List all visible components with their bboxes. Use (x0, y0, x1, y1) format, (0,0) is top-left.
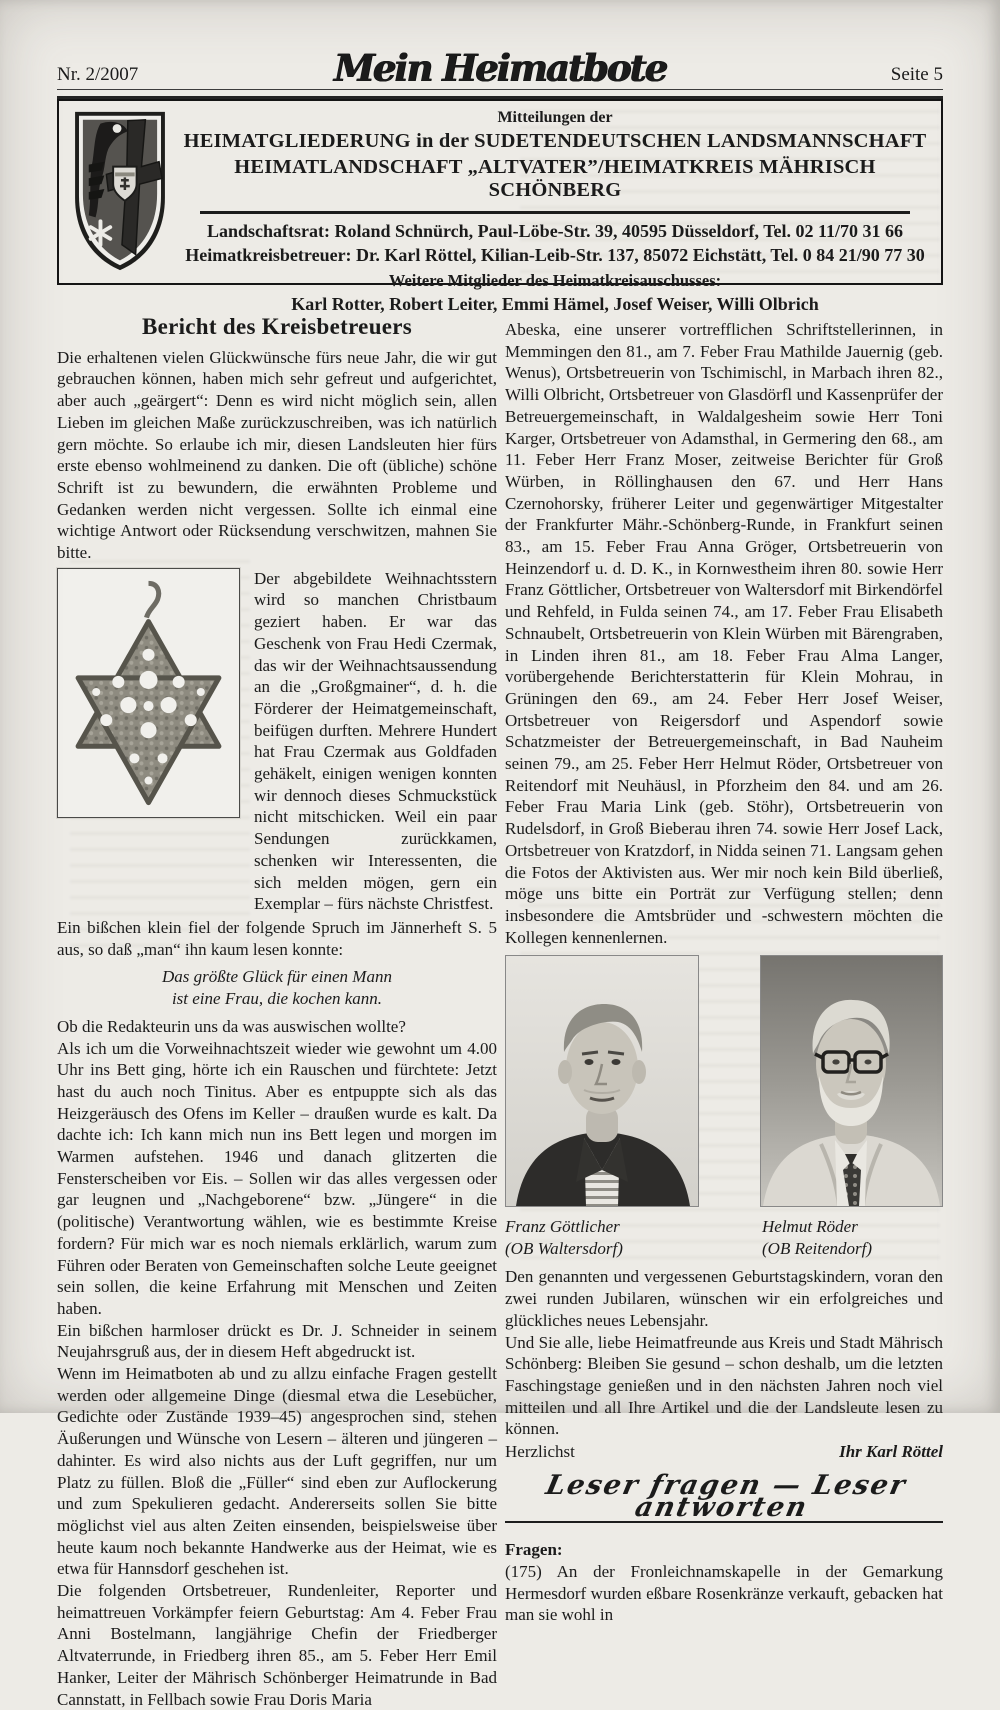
contact-landschaftsrat: Landschaftsrat: Roland Schnürch, Paul-Löbe-Str. 39, 40595 Düsseldorf, Tel. 02 11/70 31 66 (206, 220, 904, 241)
photo-helmut-roeder (760, 955, 943, 1207)
paragraph: Die erhaltenen vielen Glückwünsche fürs neue Jahr, die wir gut gebrauchen können, haben mich sehr gefreut und aufgerichtet, aber auch „geärgert“: Denn es wird nicht möglich sein, allen Lieben im gleichen Maße zurückzuschreiben, was ich natürlich gern möchte. So erlaube ich mir, diesen Landsleuten hier fürs erste ebenso wohlmeinend zu danken. Die oft (übliche) schöne Schrift ist zu bewundern, die erwähnten Probleme und Gedanken werden nicht vergessen. Sollte ich einmal eine wichtige Antwort oder Rücksendung verschwitzen, mahnen Sie bitte. (57, 347, 497, 563)
paragraph: Abeska, eine unserer vortrefflichen Schriftstellerinnen, in Memmingen den 81., am 7. Feber Frau Mathilde Jauernig (geb. Wenus), Ortsbetreuerin von Tschimischl, in Marbach ihren 82., Willi Olbricht, Ortsbetreuer von Glasdörfl und Kassenprüfer der Betreuergemeinschaft, in Waldalgesheim sowie Herr Toni Karger, Ortsbetreuer von Adamsthal, in Germering den 68., am 11. Feber Herr Franz Moser, zeitweise Berichter für Groß Würben, in Röllinghausen den 67. und Herr Hans Czernohorsky, früherer Leiter und gegenwärtiger Mitgestalter der Frankfurter Mähr.-Schönberg-Runde, in Frankfurt seinen 83., am 15. Feber Frau Anna Gröger, Ortsbetreuerin von Heinzendorf u. d. D. K., in Kornwestheim ihren 80. sowie Herr Franz Göttlicher, Ortsbetreuer von Waltersdorf mit Birkendörfel und Rehfeld, in Fulda seinen 74., am 17. Feber Frau Elisabeth Schnaubelt, Ortsbetreuerin von Klein Würben mit Bärengraben, in Linden ihren 81., am 18. Feber Frau Alma Langer, vorübergehende Berichterstatterin für Klein Mohrau, in Grüningen den 69., am 24. Feber Herr Josef Weiser, Ortsbetreuer von Reigersdorf und Aspendorf sowie Schatzmeister der Betreuergemeinschaft, in Bad Nauheim seinen 79., am 25. Feber Herr Helmut Röder, Ortsbetreuer von Reitendorf mit Neuhäusl, in Pforzheim den 84. und am 26. Feber Frau Maria Link (geb. Stöhr), Ortsbetreuerin von Rudelsdorf, in Groß Bieberau ihren 74. sowie Herr Josef Lack, Ortsbetreuer von Kratzdorf, in Nidda seinen 71. Langsam gehen die Fotos der Aktivisten aus. Wer mir noch kein Bild überließ, möge uns bitte ein Porträt zur Verfügung stellen; denn insbesondere die Amtsbrüder und -schwestern möchten die Kollegen kennenlernen. (505, 320, 943, 947)
members-label: Weitere Mitglieder des Heimatkreisauschusses: (388, 270, 722, 290)
masthead-title: Mein Heimatbote (333, 46, 667, 90)
question-175: (175) An der Fronleichnamskapelle in der Gemarkung Hermesdorf wurden eßbare Rosenkränze verkauft, gebacken hat man sie wohl in (505, 1561, 943, 1625)
section-heading-leser-fragen (505, 1469, 943, 1523)
info-box-text (177, 105, 933, 315)
page-number: Seite 5 (890, 64, 943, 85)
quote-verse (57, 966, 497, 1009)
paragraph: Der abgebildete Weihnachtsstern wird so manchen Christbaum geziert haben. Er war das Geschenk von Frau Hedi Czermak, das wir der Weihnachtsaussendung an die „Großgmainer“, d. h. die Förderer der Heimatgemeinschaft, beifügen durften. Mehrere Hundert hat Frau Czermak aus Goldfaden gehäkelt, einigen wenigen konnten wir dennoch dieses Schmuckstück nicht mitschicken. Weil ein paar Sendungen zurückkamen, schenken wir Interessenten, die sich melden mögen, gern ein Exemplar – fürs nächste Christfest. (254, 568, 497, 914)
fragen-label: Fragen: (505, 1540, 563, 1560)
paragraph: Die folgenden Ortsbetreuer, Rundenleiter, Reporter und heimattreuen Vorkämpfer feiern Geburtstag: Am 4. Feber Frau Anni Bostelmann, langjährige Chefin der Friedberger Altvaterrunde, in Friedberg ihren 85., am 5. Feber Herr Emil Hanker, Leiter der Mährisch Schönberger Heimatrunde in Bad Cannstatt, in Fellbach sowie Frau Doris Maria (57, 1581, 497, 1709)
caption-franz-goettlicher (505, 1216, 623, 1259)
crochet-star-image (58, 569, 239, 817)
issue-number: Nr. 2/2007 (57, 64, 139, 85)
franz-goettlicher-portrait-image (506, 956, 698, 1206)
contact-heimatkreisbetreuer: Heimatkreisbetreuer: Dr. Karl Röttel, Kilian-Leib-Str. 137, 85072 Eichstätt, Tel. 0 84 21/90 77 30 (185, 244, 925, 265)
paragraph: Ein bißchen harmloser drückt es Dr. J. Schneider in seinem Neujahrsgruß aus, der in diesem Heft abgedruckt ist. (57, 1320, 497, 1362)
caption-helmut-roeder (762, 1216, 943, 1259)
paragraph: Den genannten und vergessenen Geburtstagskindern, voran den zwei runden Jubilaren, wünschen wir ein erfolgreiches und glückliches neues Lebensjahr. (505, 1267, 943, 1330)
caption-role: (OB Reitendorf) (762, 1238, 872, 1258)
quote-line-1: Das größte Glück für einen Mann (162, 967, 392, 987)
caption-name: Helmut Röder (762, 1217, 858, 1237)
closing-line (505, 1441, 943, 1463)
info-box-title-line2: HEIMATLANDSCHAFT „ALTVATER”/HEIMATKREIS MÄHRISCH SCHÖNBERG (234, 156, 876, 201)
portrait-photos-row (505, 955, 943, 1207)
altvater-crest-image (71, 108, 169, 274)
paragraph: Als ich um die Vorweihnachtszeit wieder wie gewohnt um 4.00 Uhr ins Bett ging, hörte ich ein Rauschen und fürchtete: Jetzt hast du auch noch Tinitus. Aber es entpuppte sich als das Heizgeräusch des Ofens im Keller – draußen wurde es kalt. Da dachte ich: Ich kann mich nun ins Bett legen und morgen im Warmen aufstehen. 1946 und danach glitzerten die Fensterscheiben vor Eis. – Sollen wir das alles vergessen oder gar leugnen und „Nachgeborene“ bzw. „Jüngere“ in die (politische) Verantwortung wählen, wie es bestimmte Kreise fordern? Für mich war es noch niemals erklärlich, warum zum Führen oder Beraten von Gemeinschaften solche Leute geeignet sein sollen, die keine Erfahrung mit Menschen und Zeiten haben. (57, 1038, 497, 1318)
info-box-divider (200, 211, 911, 214)
page-header (57, 46, 943, 90)
star-figure-row (57, 568, 497, 915)
section-heading-text: Leser fragen — Leser antworten (543, 1469, 910, 1523)
info-box-title-line1: HEIMATGLIEDERUNG in der SUDETENDEUTSCHEN LANDSMANNSCHAFT (183, 130, 927, 152)
paragraph: Und Sie alle, liebe Heimatfreunde aus Kreis und Stadt Mährisch Schönberg: Bleiben Sie gesund – schon deshalb, um die letzten Faschingstage genießen und in den nächsten Jahren noch viel mitteilen und all Ihre Artikel und die der Landsleute lesen zu können. (505, 1332, 943, 1439)
caption-name: Franz Göttlicher (505, 1217, 620, 1237)
header-double-rule (57, 89, 943, 99)
paragraph: Ob die Redakteurin uns da was auswischen wollte? (57, 1016, 406, 1036)
association-info-box (57, 99, 943, 314)
caption-role: (OB Waltersdorf) (505, 1238, 623, 1258)
left-column (57, 316, 497, 1710)
info-box-kicker: Mitteilungen der (497, 109, 613, 126)
members-names: Karl Rotter, Robert Leiter, Emmi Hämel, Josef Weiser, Willi Olbrich (291, 293, 819, 314)
photo-franz-goettlicher (505, 955, 699, 1207)
right-column (505, 319, 943, 1626)
helmut-roeder-portrait-image (761, 956, 942, 1206)
paragraph: Wenn im Heimatboten ab und zu allzu einfache Fragen gestellt werden oder allgemeine Dinge (diesmal etwa die Lesebücher, Gedichte oder Zustände 1939–45) angesprochen sind, stehen Äußerungen und Wünsche von Lesern – älteren und jüngeren – dahinter. Es wird also nichts aus der Luft gegriffen, nur um Platz zu füllen. Bloß die „Füller“ sind eben zur Auflockerung und zum Spekulieren gedacht. Andererseits sollen Sie bitte möglichst viel aus alten Zeiten einsenden, beispielsweise über heute kaum noch bekannte Handwerke aus der Heimat, wie es etwa für Hannsdorf geschehen ist. (57, 1364, 497, 1579)
quote-line-2: ist eine Frau, die kochen kann. (171, 989, 383, 1009)
paragraph: Ein bißchen klein fiel der folgende Spruch im Jännerheft S. 5 aus, so daß „man“ ihn kaum lesen konnte: (57, 917, 497, 959)
article-heading: Bericht des Kreisbetreuers (141, 314, 413, 339)
photo-captions (505, 1216, 943, 1259)
christmas-star-photo (57, 568, 240, 818)
closing-word: Herzlichst (505, 1442, 575, 1462)
signature: Ihr Karl Röttel (839, 1442, 943, 1462)
